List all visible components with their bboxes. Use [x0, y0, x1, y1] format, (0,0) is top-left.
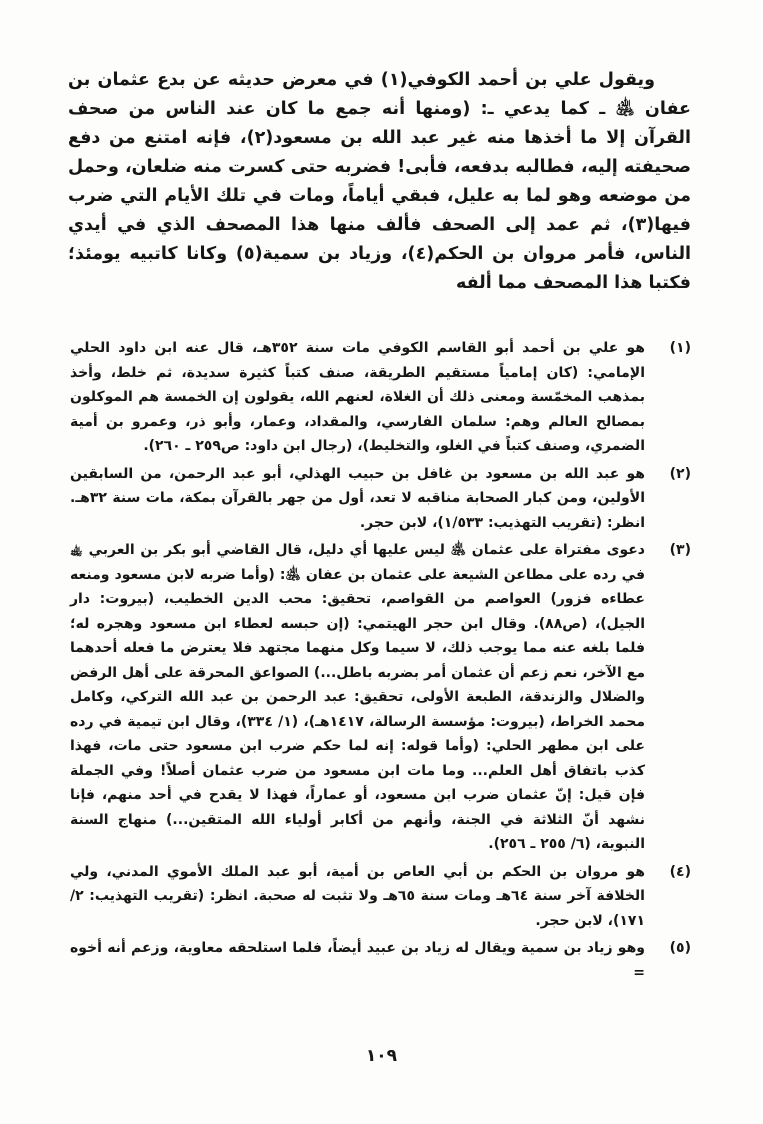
footnote-number: (٣)	[669, 542, 691, 558]
footnote-text: هو علي بن أحمد أبو القاسم الكوفي مات سنة ٣٥٢هـ، قال عنه ابن داود الحلي الإمامي: (كان إمامياً مستقيم الطريقة، صنف كتباً كثيرة سديدة، ثم خلط، وأخذ بمذهب المخمّسة ومعنى ذلك أن الغلاة، لعنهم الله، يقولون إن الخمسة هم الموكلون بمصالح العالم وهم: سلمان الفارسي، والمقداد، وعمار، وأبو ذر، وعمرو بن أمية الضمري، وصنف كتباً في الغلو، والتخليط)، (رجال ابن داود: ص٢٥٩ ـ ٢٦٠).	[70, 340, 645, 454]
footnote-text: دعوى مفتراة على عثمان ﵁ ليس عليها أي دليل، قال القاضي أبو بكر بن العربي ﵀ في رده على مطاعن الشيعة على عثمان بن عفان ﵁: (وأما ضربه لابن مسعود ومنعه عطاءه فزور) العواصم من القواصم، تحقيق: محب الدين الخطيب، (بيروت: دار الجيل)، (ص٨٨). وقال ابن حجر الهيتمي: (إن حبسه لعطاء ابن مسعود وهجره له؛ فلما بلغه عنه مما يوجب ذلك، لا سيما وكل منهما مجتهد فلا يعترض ما فعله أحدهما مع الآخر، نعم زعم أن عثمان أمر بضربه باطل...) الصواعق المحرقة على أهل الرفض والضلال والزندقة، الطبعة الأولى، تحقيق: عبد الرحمن بن عبد الله التركي، وكامل محمد الخراط، (بيروت: مؤسسة الرسالة، ١٤١٧هـ)، (١/ ٣٣٤)، وقال ابن تيمية في رده على ابن مطهر الحلي: (وأما قوله: إنه لما حكم ضرب ابن مسعود حتى مات، فهذا كذب باتفاق أهل العلم... وما مات ابن مسعود من ضرب عثمان أصلاً! وفي الجملة فإن قيل: إنّ عثمان ضرب ابن مسعود، أو عماراً، فهذا لا يقدح في أحد منهم، فإنا نشهد أنّ الثلاثة في الجنة، وأنهم من أكابر أولياء الله المتقين...) منهاج السنة النبوية، (٦/ ٢٥٥ ـ ٢٥٦).	[70, 542, 645, 852]
footnote	[68, 462, 691, 536]
main-text: ويقول علي بن أحمد الكوفي(١) في معرض حديثه عن بدع عثمان بن عفان ﵁ ـ كما يدعي ـ: (ومنها أنه جمع ما كان عند الناس من صحف القرآن إلا ما أخذها منه غير عبد الله بن مسعود(٢)، فإنه امتنع من دفع صحيفته إليه، فطالبه بدفعه، فأبى! فضربه حتى كسرت منه ضلعان، وحمل من موضعه وهو لما به عليل، فبقي أياماً، ومات في تلك الأيام التي ضرب فيها(٣)، ثم عمد إلى الصحف فألف منها هذا المصحف الذي في أيدي الناس، فأمر مروان بن الحكم(٤)، وزياد بن سمية(٥) وكانا كاتبيه يومئذ؛ فكتبا هذا المصحف مما ألفه	[68, 70, 692, 293]
footnote	[68, 336, 691, 459]
page-number: ١٠٩	[365, 1046, 398, 1066]
footnotes-section	[68, 336, 691, 985]
footnote	[68, 860, 691, 934]
footnote-number: (١)	[669, 340, 691, 356]
footnote-text: هو عبد الله بن مسعود بن غافل بن حبيب الهذلي، أبو عبد الرحمن، من السابقين الأولين، ومن كبار الصحابة مناقبه لا تعد، أول من جهر بالقرآن بمكة، مات سنة ٣٢هـ. انظر: (تقريب التهذيب: ١/٥٣٣)، لابن حجر.	[70, 465, 645, 531]
footnote-number: (٢)	[669, 465, 691, 482]
footnote-number: (٥)	[669, 940, 691, 956]
footnote	[68, 936, 691, 985]
footnote-text: هو مروان بن الحكم بن أبي العاص بن أمية، أبو عبد الملك الأموي المدني، ولي الخلافة آخر سنة ٦٤هـ ومات سنة ٦٥هـ ولا تثبت له صحبة. انظر: (تقريب التهذيب: ٢/ ١٧١)، لابن حجر.	[70, 863, 645, 929]
footnote-number: (٤)	[669, 863, 691, 880]
footnote	[68, 538, 691, 857]
footnote-text: وهو زياد بن سمية ويقال له زياد بن عبيد أيضاً، فلما استلحقه معاوية، وزعم أنه أخوه =	[70, 940, 645, 981]
